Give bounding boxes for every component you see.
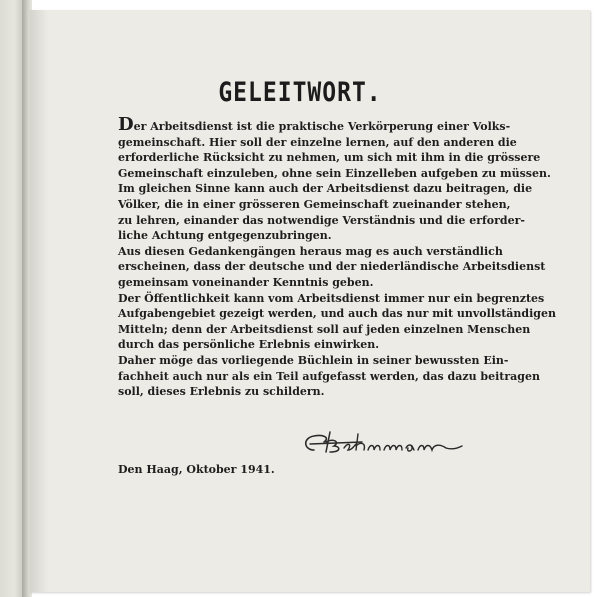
text-line: fachheit auch nur als ein Teil aufgefasst werden, das dazu beitragen bbox=[118, 369, 540, 383]
text-line: Mitteln; denn der Arbeitsdienst soll auf jeden einzelnen Menschen bbox=[118, 322, 531, 336]
text-line bbox=[118, 114, 511, 135]
handwritten-signature bbox=[300, 428, 465, 458]
text-line: Daher möge das vorliegende Büchlein in seiner bewussten Ein- bbox=[118, 353, 509, 367]
text-line: Im gleichen Sinne kann auch der Arbeitsdienst dazu beitragen, die bbox=[118, 182, 533, 196]
text-line: Völker, die in einer grösseren Gemeinschaft zueinander stehen, bbox=[118, 197, 511, 211]
drop-cap: D bbox=[118, 114, 134, 135]
body-text bbox=[118, 114, 556, 400]
text-line: erscheinen, dass der deutsche und der niederländische Arbeitsdienst bbox=[118, 260, 546, 274]
text-line: durch das persönliche Erlebnis einwirken. bbox=[118, 338, 380, 352]
text-line: Aus diesen Gedankengängen heraus mag es auch verständlich bbox=[118, 244, 503, 258]
place-and-date: Den Haag, Oktober 1941. bbox=[118, 463, 275, 476]
text-line: Der Öffentlichkeit kann vom Arbeitsdienst immer nur ein begrenztes bbox=[118, 291, 545, 305]
text-line: Gemeinschaft einzuleben, ohne sein Einzelleben aufgeben zu müssen. bbox=[118, 166, 551, 180]
page-title: GELEITWORT. bbox=[218, 78, 382, 108]
text-line: liche Achtung entgegenzubringen. bbox=[118, 229, 332, 243]
text-line: soll, dieses Erlebnis zu schildern. bbox=[118, 385, 325, 399]
text-line: gemeinschaft. Hier soll der einzelne lernen, auf den anderen die bbox=[118, 135, 517, 149]
text-line: zu lehren, einander das notwendige Verständnis und die erforder- bbox=[118, 213, 525, 227]
text-line: gemeinsam voneinander Kenntnis geben. bbox=[118, 275, 374, 289]
text-line-content: er Arbeitsdienst ist die praktische Verkörperung einer Volks- bbox=[133, 120, 511, 133]
text-line: erforderliche Rücksicht zu nehmen, um sich mit ihm in die grössere bbox=[118, 151, 541, 165]
text-line: Aufgabengebiet gezeigt werden, und auch das nur mit unvollständigen bbox=[118, 307, 556, 321]
